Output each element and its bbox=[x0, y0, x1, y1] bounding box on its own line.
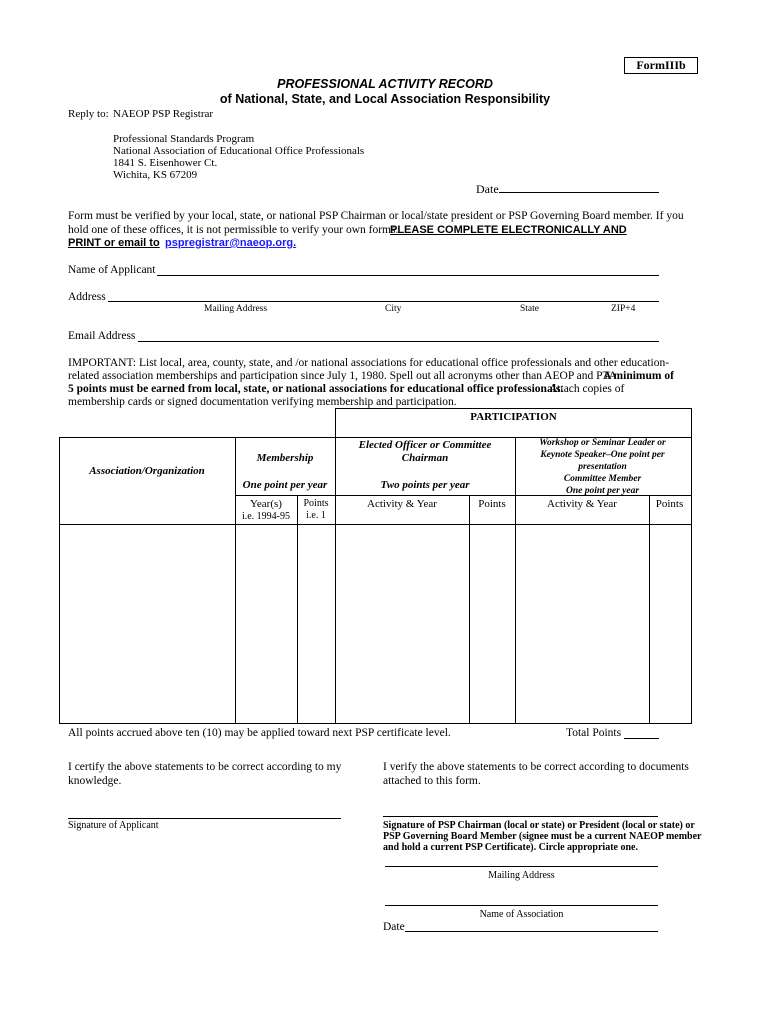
chair-signature-label-1: Signature of PSP Chairman (local or state) or President (local or state) or bbox=[383, 820, 695, 831]
total-points-field[interactable] bbox=[624, 738, 659, 739]
applicant-signature-field[interactable] bbox=[68, 818, 341, 819]
membership-points-entry-cell[interactable] bbox=[298, 525, 335, 722]
verify-docs-line-1: I verify the above statements to be correct according to documents bbox=[383, 761, 689, 773]
points-example: i.e. 1 bbox=[306, 510, 326, 521]
city-caption: City bbox=[385, 304, 402, 314]
workshop-header-1: Workshop or Seminar Leader or bbox=[539, 438, 666, 448]
state-caption: State bbox=[520, 304, 539, 314]
elected-activity-entry-cell[interactable] bbox=[336, 525, 469, 722]
assoc-header: Association/Organization bbox=[89, 465, 205, 477]
elected-points-entry-cell[interactable] bbox=[470, 525, 515, 722]
workshop-points-entry-cell[interactable] bbox=[650, 525, 690, 722]
bottom-date-label: Date bbox=[383, 921, 405, 933]
applicant-signature-label: Signature of Applicant bbox=[68, 820, 159, 831]
elected-header-2: Chairman bbox=[401, 452, 449, 464]
name-label: Name of Applicant bbox=[68, 264, 156, 276]
important-line-2b: A minimum of bbox=[603, 370, 674, 382]
address-line-4: Wichita, KS 67209 bbox=[113, 169, 198, 181]
important-line-4: membership cards or signed documentation verifying membership and participation. bbox=[68, 396, 457, 408]
important-line-3b: Attach copies of bbox=[549, 383, 625, 395]
reply-to-registrar: NAEOP PSP Registrar bbox=[113, 108, 214, 120]
verify-emphasis-1: PLEASE COMPLETE ELECTRONICALLY AND bbox=[390, 224, 627, 236]
chair-signature-field[interactable] bbox=[383, 816, 658, 817]
verify-text-1: Form must be verified by your local, state, or national PSP Chairman or local/state president or PSP Governing Board member. If you bbox=[68, 210, 684, 222]
workshop-header-4: Committee Member bbox=[563, 474, 642, 484]
workshop-activity-header: Activity & Year bbox=[547, 498, 617, 510]
assoc-entry-cell[interactable] bbox=[60, 525, 235, 722]
total-points-label: Total Points bbox=[566, 727, 622, 739]
reply-to-label: Reply to: bbox=[68, 108, 109, 120]
address-line-1: Professional Standards Program bbox=[113, 133, 255, 145]
years-example: i.e. 1994-95 bbox=[241, 511, 291, 522]
chair-signature-label-3: and hold a current PSP Certificate). Circle appropriate one. bbox=[383, 842, 638, 853]
zip-caption: ZIP+4 bbox=[611, 304, 636, 314]
email-field[interactable] bbox=[138, 341, 659, 342]
membership-points-col-header: Points bbox=[303, 498, 329, 509]
verify-emphasis-2: PRINT or email to bbox=[68, 237, 160, 249]
membership-header: Membership bbox=[256, 452, 314, 464]
elected-activity-header: Activity & Year bbox=[367, 498, 437, 510]
elected-points-col-header: Points bbox=[478, 498, 506, 510]
address-label: Address bbox=[68, 291, 106, 303]
elected-points-header: Two points per year bbox=[380, 479, 470, 491]
elected-header-1: Elected Officer or Committee bbox=[358, 439, 492, 451]
page-title: PROFESSIONAL ACTIVITY RECORD bbox=[277, 77, 493, 91]
form-label: FormIIIb bbox=[624, 57, 698, 74]
certify-line-2: knowledge. bbox=[68, 775, 122, 787]
email-label: Email Address bbox=[68, 330, 136, 342]
workshop-activity-entry-cell[interactable] bbox=[516, 525, 649, 722]
bottom-date-field[interactable] bbox=[405, 931, 658, 932]
workshop-points-col-header: Points bbox=[655, 498, 684, 510]
mailing-address-label: Mailing Address bbox=[488, 870, 555, 881]
workshop-header-3: presentation bbox=[578, 462, 627, 472]
name-field[interactable] bbox=[157, 275, 659, 276]
page-subtitle: of National, State, and Local Association Responsibility bbox=[219, 92, 551, 106]
important-line-1: IMPORTANT: List local, area, county, state, and /or national associations for educational office professionals and other education- bbox=[68, 357, 670, 369]
certify-line-1: I certify the above statements to be correct according to my bbox=[68, 761, 342, 773]
address-line-2: National Association of Educational Office Professionals bbox=[113, 145, 365, 157]
address-field[interactable] bbox=[108, 301, 659, 302]
workshop-header-5: One point per year bbox=[565, 486, 640, 496]
date-label: Date bbox=[476, 182, 499, 196]
verify-text-2: hold one of these offices, it is not permissible to verify your own forms. bbox=[68, 224, 399, 236]
chair-signature-label-2: PSP Governing Board Member (signee must be a current NAEOP member bbox=[383, 831, 702, 842]
workshop-header-2: Keynote Speaker–One point per bbox=[540, 450, 665, 460]
years-header: Year(s) bbox=[250, 498, 282, 510]
mailing-address-field[interactable] bbox=[385, 866, 658, 867]
participation-header: PARTICIPATION bbox=[335, 408, 692, 438]
important-line-3a: 5 points must be earned from local, state, or national associations for educational office professionals. bbox=[68, 383, 564, 395]
accrued-note: All points accrued above ten (10) may be applied toward next PSP certificate level. bbox=[68, 727, 451, 739]
association-name-label: Name of Association bbox=[479, 909, 564, 920]
verify-docs-line-2: attached to this form. bbox=[383, 775, 481, 787]
date-field[interactable] bbox=[499, 192, 659, 193]
email-link[interactable]: pspregistrar@naeop.org. bbox=[165, 237, 297, 249]
address-line-3: 1841 S. Eisenhower Ct. bbox=[113, 157, 218, 169]
association-name-field[interactable] bbox=[385, 905, 658, 906]
membership-points-header: One point per year bbox=[242, 479, 328, 491]
years-entry-cell[interactable] bbox=[236, 525, 297, 722]
mailing-address-caption: Mailing Address bbox=[204, 304, 268, 314]
important-line-2a: related association memberships and participation since July 1, 1980. Spell out all acronyms other than AEOP and PTA. bbox=[68, 370, 620, 382]
